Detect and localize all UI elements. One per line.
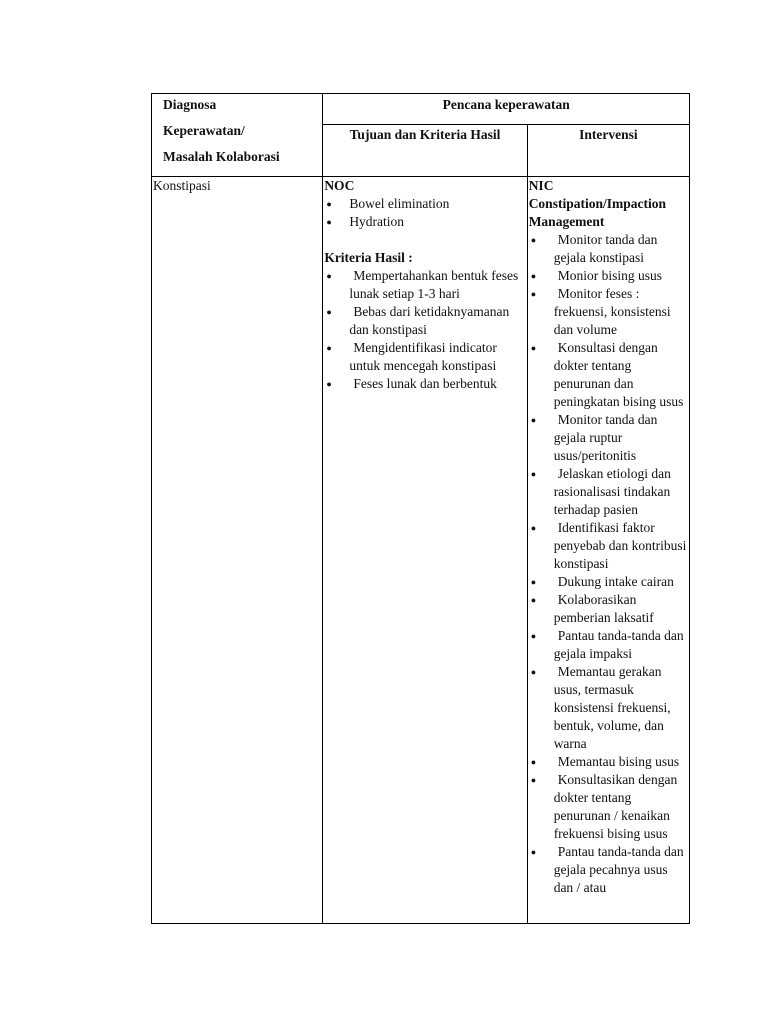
noc-title: NOC bbox=[324, 178, 355, 193]
nic-item-text: Pantau tanda-tanda dan gejala impaksi bbox=[553, 628, 684, 661]
header-diagnosis-line: Keperawatan/ bbox=[163, 123, 245, 138]
intervention-cell bbox=[527, 177, 689, 924]
bullet-icon: ● bbox=[326, 343, 332, 353]
nic-item-text: Monitor tanda dan gejala konstipasi bbox=[553, 232, 658, 265]
bullet-icon: ● bbox=[530, 577, 537, 587]
header-plan-title: Pencana keperawatan bbox=[323, 94, 690, 125]
nic-item-text: Dukung intake cairan bbox=[557, 574, 674, 589]
nic-item-text: Kolaborasikan pemberian laksatif bbox=[553, 592, 654, 625]
nic-item bbox=[529, 663, 688, 753]
bullet-icon: ● bbox=[326, 307, 332, 317]
bullet-icon: ● bbox=[326, 217, 332, 227]
nic-item bbox=[529, 771, 688, 843]
nic-item bbox=[529, 267, 688, 285]
header-intervention-title: Intervensi bbox=[527, 125, 689, 177]
kriteria-item-text: Mengidentifikasi indicator untuk mencegah konstipasi bbox=[349, 340, 497, 373]
nic-item-text: Memantau bising usus bbox=[557, 754, 680, 769]
bullet-icon: ● bbox=[530, 775, 537, 785]
bullet-icon: ● bbox=[530, 289, 537, 299]
bullet-icon: ● bbox=[530, 415, 537, 425]
bullet-icon: ● bbox=[530, 595, 537, 605]
bullet-icon: ● bbox=[530, 757, 537, 767]
nic-item bbox=[529, 519, 688, 573]
bullet-icon: ● bbox=[326, 271, 332, 281]
nic-item-text: Memantau gerakan usus, termasuk konsistensi frekuensi, bentuk, volume, dan warna bbox=[553, 664, 671, 751]
nic-item-text: Jelaskan etiologi dan rasionalisasi tindakan terhadap pasien bbox=[553, 466, 671, 517]
nic-list bbox=[529, 231, 688, 897]
noc-item bbox=[324, 195, 525, 213]
kriteria-item bbox=[324, 303, 525, 339]
header-diagnosis-line: Diagnosa bbox=[163, 97, 217, 112]
header-diagnosis-cell bbox=[152, 94, 323, 177]
nic-item bbox=[529, 339, 688, 411]
kriteria-item-text: Feses lunak dan berbentuk bbox=[353, 376, 497, 391]
nic-item bbox=[529, 285, 688, 339]
nic-item-text: Pantau tanda-tanda dan gejala pecahnya usus dan / atau bbox=[553, 844, 684, 895]
noc-item-text: Bowel elimination bbox=[349, 196, 450, 211]
nic-item-text: Monitor feses : frekuensi, konsistensi dan volume bbox=[553, 286, 671, 337]
bullet-icon: ● bbox=[530, 469, 537, 479]
bullet-icon: ● bbox=[530, 847, 537, 857]
nic-subtitle: Constipation/Impaction Management bbox=[528, 196, 666, 229]
kriteria-item-text: Bebas dari ketidaknyamanan dan konstipasi bbox=[349, 304, 510, 337]
bullet-icon: ● bbox=[326, 379, 332, 389]
nursing-care-plan-table bbox=[151, 93, 690, 924]
nic-item bbox=[529, 627, 688, 663]
bullet-icon: ● bbox=[326, 199, 332, 209]
noc-item bbox=[324, 213, 525, 231]
bullet-icon: ● bbox=[530, 631, 537, 641]
nic-item bbox=[529, 411, 688, 465]
nic-item-text: Monitor tanda dan gejala ruptur usus/peritonitis bbox=[553, 412, 658, 463]
nic-item-text: Konsultasi dengan dokter tentang penurunan dan peningkatan bising usus bbox=[553, 340, 684, 409]
noc-list bbox=[324, 195, 525, 231]
bullet-icon: ● bbox=[530, 343, 537, 353]
kriteria-item-text: Mempertahankan bentuk feses lunak setiap 1-3 hari bbox=[349, 268, 519, 301]
kriteria-item bbox=[324, 375, 525, 393]
header-goals-title: Tujuan dan Kriteria Hasil bbox=[323, 125, 527, 177]
nic-title: NIC bbox=[528, 178, 554, 193]
nic-item bbox=[529, 843, 688, 897]
nic-item-text: Konsultasikan dengan dokter tentang penurunan / kenaikan frekuensi bising usus bbox=[553, 772, 678, 841]
kriteria-item bbox=[324, 339, 525, 375]
nic-item bbox=[529, 231, 688, 267]
nic-item bbox=[529, 573, 688, 591]
diagnosis-cell: Konstipasi bbox=[152, 177, 323, 924]
kriteria-title: Kriteria Hasil : bbox=[324, 250, 413, 265]
bullet-icon: ● bbox=[530, 235, 537, 245]
bullet-icon: ● bbox=[530, 667, 537, 677]
bullet-icon: ● bbox=[530, 271, 537, 281]
nic-item bbox=[529, 753, 688, 771]
header-diagnosis-line: Masalah Kolaborasi bbox=[163, 149, 280, 164]
kriteria-item bbox=[324, 267, 525, 303]
bullet-icon: ● bbox=[530, 523, 537, 533]
nic-item bbox=[529, 465, 688, 519]
nic-item-text: Monior bising usus bbox=[557, 268, 662, 283]
nic-item-text: Identifikasi faktor penyebab dan kontribusi konstipasi bbox=[553, 520, 687, 571]
nic-item bbox=[529, 591, 688, 627]
kriteria-list bbox=[324, 267, 525, 393]
noc-item-text: Hydration bbox=[349, 214, 405, 229]
goals-cell bbox=[323, 177, 527, 924]
